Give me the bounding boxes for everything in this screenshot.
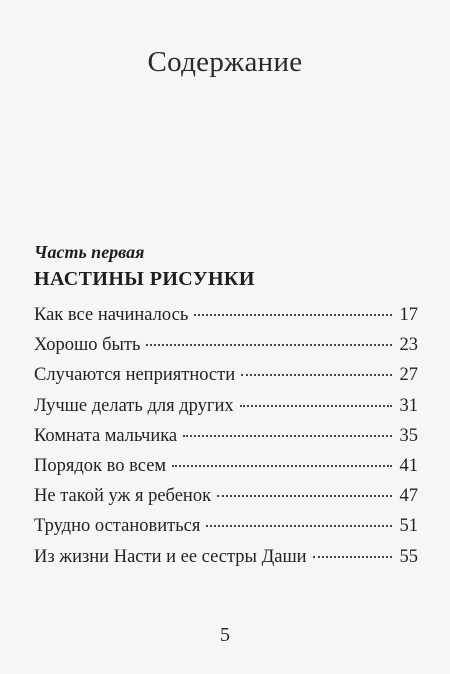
toc-entry: [34, 456, 418, 486]
toc-entry-page: 35: [399, 425, 418, 446]
dot-leader: [240, 405, 392, 407]
dot-leader: [183, 435, 392, 437]
dot-leader: [172, 465, 392, 467]
dot-leader: [146, 344, 392, 346]
toc-entry: [34, 516, 418, 546]
toc-entry-title: Лучше делать для других: [34, 395, 234, 416]
toc-entry-title: Трудно остановиться: [34, 516, 201, 537]
toc-entry-page: 41: [399, 455, 418, 476]
dot-leader: [206, 525, 392, 527]
toc-entry-page: 51: [399, 516, 418, 537]
page-title: Содержание: [147, 46, 303, 78]
toc-entry-title: Случаются неприятности: [34, 365, 236, 386]
toc-entry-page: 47: [399, 486, 418, 507]
toc-entry: [34, 305, 418, 335]
toc-entry: [34, 365, 418, 395]
toc-entry-page: 17: [399, 305, 418, 325]
toc-entry: [34, 396, 418, 426]
toc-entry-page: 23: [399, 335, 418, 356]
toc-entry: [34, 335, 418, 365]
toc-entry-page: 55: [399, 546, 418, 567]
toc-entry-title: Из жизни Насти и ее сестры Даши: [34, 546, 307, 567]
dot-leader: [313, 556, 392, 558]
toc-entry-title: Хорошо быть: [34, 335, 141, 356]
part-title: НАСТИНЫ РИСУНКИ: [34, 268, 255, 290]
table-of-contents: [34, 305, 418, 577]
dot-leader: [194, 314, 392, 316]
toc-entry-title: Порядок во всем: [34, 455, 167, 476]
dot-leader: [241, 374, 392, 376]
page-number: 5: [220, 624, 230, 646]
toc-entry: [34, 426, 418, 456]
toc-entry-title: Комната мальчика: [34, 425, 178, 446]
toc-entry-page: 31: [399, 395, 418, 416]
toc-entry-title: Как все начиналось: [34, 305, 189, 325]
toc-entry: [34, 547, 418, 577]
part-label: Часть первая: [34, 242, 145, 262]
dot-leader: [217, 495, 392, 497]
toc-entry-title: Не такой уж я ребенок: [34, 486, 212, 507]
toc-entry: [34, 486, 418, 516]
toc-entry-page: 27: [399, 365, 418, 386]
